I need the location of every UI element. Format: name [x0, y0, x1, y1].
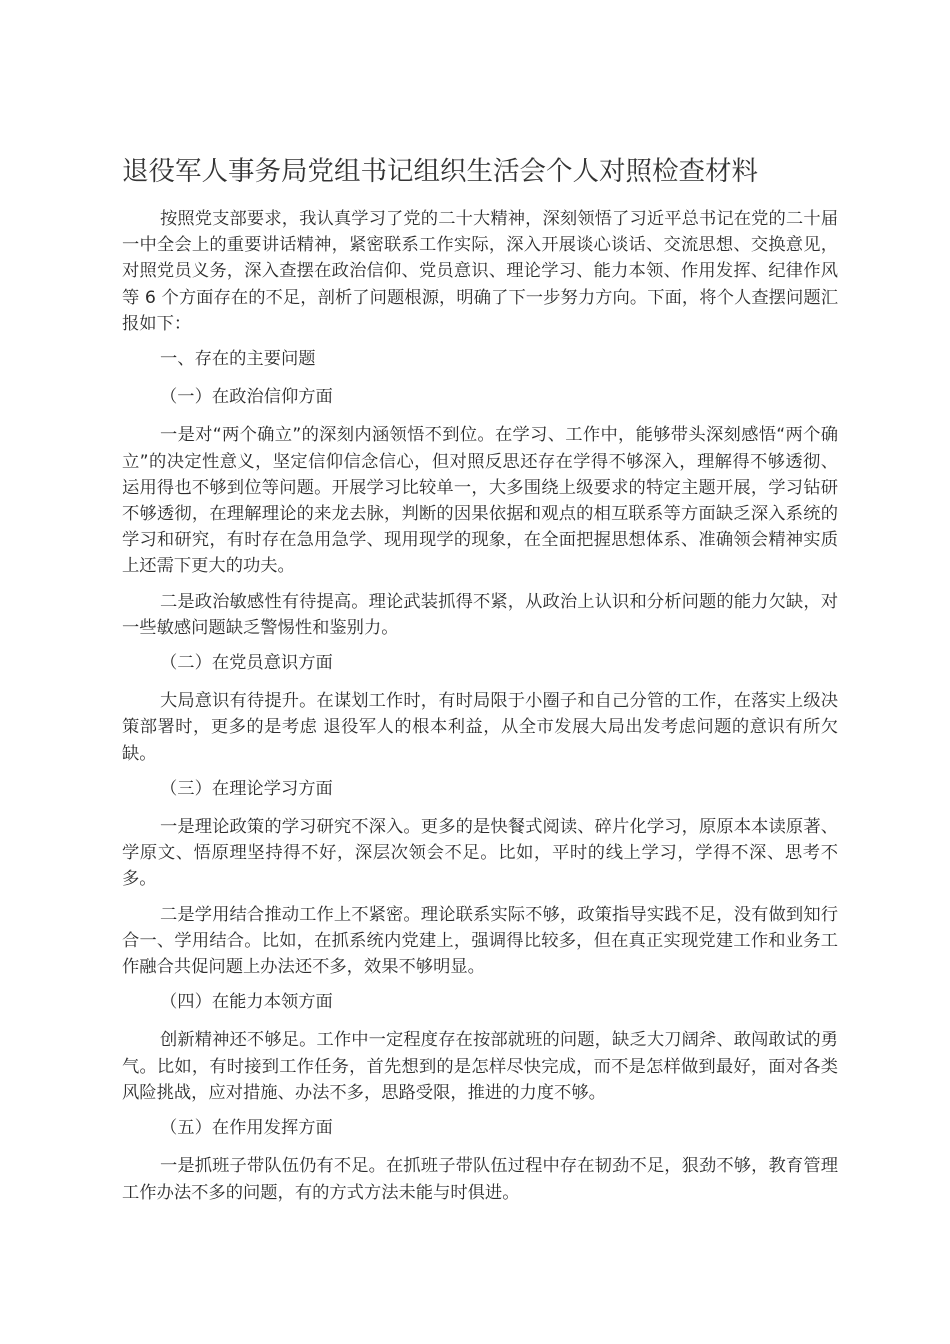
section-heading: （二）在党员意识方面: [160, 653, 333, 674]
body-paragraph: 一是抓班子带队伍仍有不足。在抓班子带队伍过程中存在韧劲不足，狠劲不够，教育管理工作办法不多的问题，有的方式方法未能与时俱进。: [122, 1156, 838, 1203]
section-heading: （三）在理论学习方面: [160, 778, 333, 799]
section-heading: （一）在政治信仰方面: [160, 387, 333, 408]
document-body: [122, 206, 838, 1215]
section-heading: （四）在能力本领方面: [160, 992, 333, 1013]
body-paragraph: 二是学用结合推动工作上不紧密。理论联系实际不够，政策指导实践不足，没有做到知行合一、学用结合。比如，在抓系统内党建上，强调得比较多，但在真正实现党建工作和业务工作融合共促问题上办法还不多，效果不够明显。: [122, 904, 838, 978]
body-paragraph: 创新精神还不够足。工作中一定程度存在按部就班的问题，缺乏大刀阔斧、敢闯敢试的勇气。比如，有时接到工作任务，首先想到的是怎样尽快完成，而不是怎样做到最好，面对各类风险挑战，应对措施、办法不多，思路受限，推进的力度不够。: [122, 1030, 838, 1103]
body-paragraph: 一是对“两个确立”的深刻内涵领悟不到位。在学习、工作中，能够带头深刻感悟“两个确立”的决定性意义，坚定信仰信念信心，但对照反思还存在学得不够深入，理解得不够透彻、运用得也不够到位等问题。开展学习比较单一，大多围绕上级要求的特定主题开展，学习钻研不够透彻，在理解理论的来龙去脉，判断的因果依据和观点的相互联系等方面缺乏深入系统的学习和研究，有时存在急用急学、现用现学的现象，在全面把握思想体系、准确领会精神实质上还需下更大的功夫。: [122, 425, 838, 577]
document-title: 退役军人事务局党组书记组织生活会个人对照检查材料: [122, 156, 758, 187]
section-heading: 一、存在的主要问题: [160, 349, 316, 370]
body-paragraph: 二是政治敏感性有待提高。理论武装抓得不紧，从政治上认识和分析问题的能力欠缺，对一些敏感问题缺乏警惕性和鉴别力。: [122, 591, 838, 638]
body-paragraph: 按照党支部要求，我认真学习了党的二十大精神，深刻领悟了习近平总书记在党的二十届一中全会上的重要讲话精神，紧密联系工作实际，深入开展谈心谈话、交流思想、交换意见，对照党员义务，深入查摆在政治信仰、党员意识、理论学习、能力本领、作用发挥、纪律作风等 6 个方面存在的不足，剖析了问题根源，明确了下一步努力方向。下面，将个人查摆问题汇报如下：: [122, 209, 838, 334]
body-paragraph: 大局意识有待提升。在谋划工作时，有时局限于小圈子和自己分管的工作，在落实上级决策部署时，更多的是考虑 退役军人的根本利益，从全市发展大局出发考虑问题的意识有所欠缺。: [122, 691, 838, 764]
body-paragraph: 一是理论政策的学习研究不深入。更多的是快餐式阅读、碎片化学习，原原本本读原著、学原文、悟原理坚持得不好，深层次领会不足。比如，平时的线上学习，学得不深、思考不多。: [122, 817, 838, 890]
section-heading: （五）在作用发挥方面: [160, 1118, 333, 1139]
